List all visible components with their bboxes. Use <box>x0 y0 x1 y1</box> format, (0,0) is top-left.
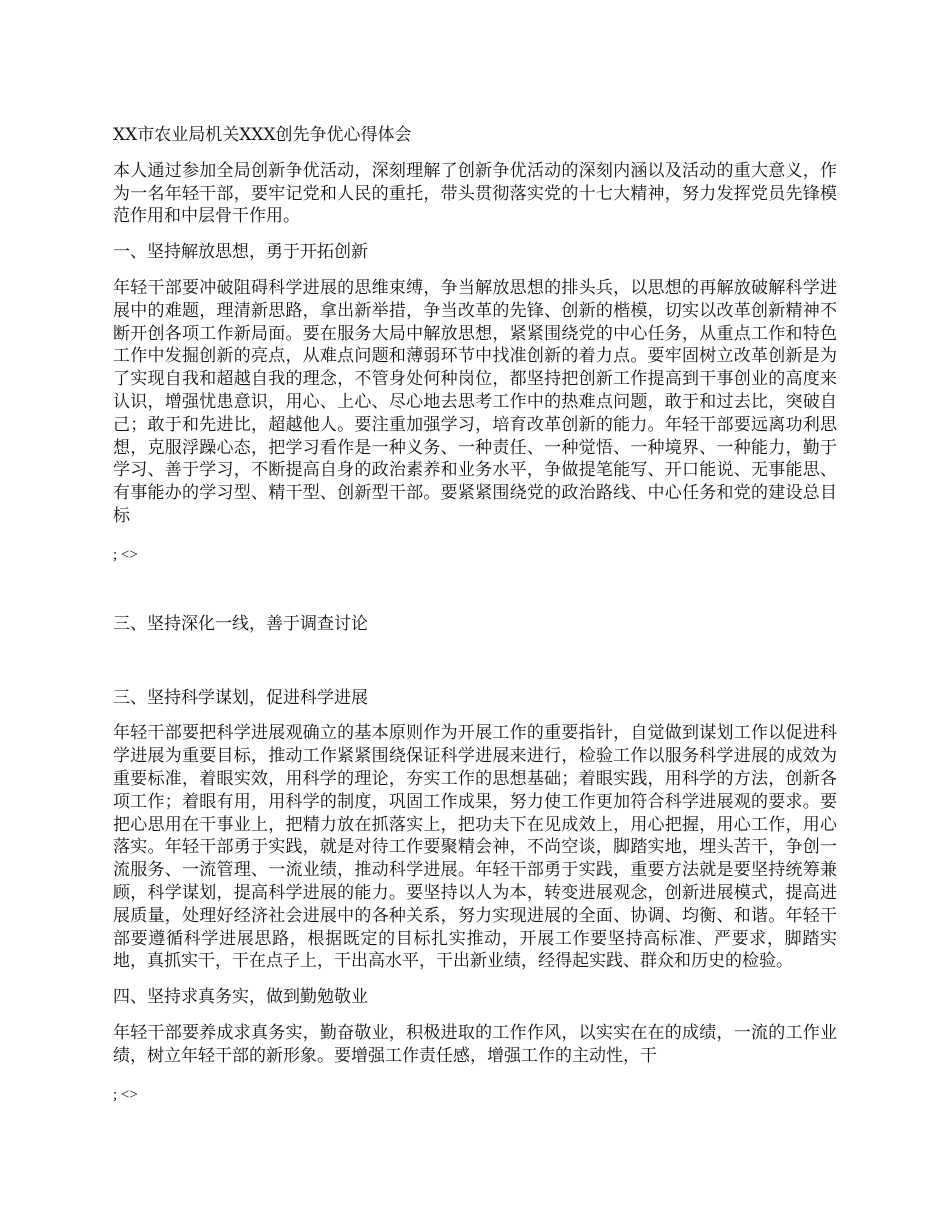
spacer <box>113 566 837 613</box>
document-title: XX市农业局机关XXX创先争优心得体会 <box>113 125 412 145</box>
document-page <box>113 124 837 1106</box>
broken-content-marker-2: ; <> <box>113 1086 138 1103</box>
section-heading-4: 四、坚持求真务实，做到勤勉敬业 <box>113 987 368 1008</box>
intro-paragraph: 本人通过参加全局创新争优活动，深刻理解了创新争优活动的深刻内涵以及活动的重大意义，作为一名年轻干部，要牢记党和人民的重托，带头贯彻落实党的十七大精神，努力发挥党员先锋模范作用和中层骨干作用。 <box>113 160 837 227</box>
broken-content-marker: ; <> <box>113 546 138 563</box>
section-heading-1: 一、坚持解放思想，勇于开拓创新 <box>113 242 368 263</box>
spacer <box>113 649 837 687</box>
section-heading-2: 三、坚持深化一线，善于调查讨论 <box>113 613 368 634</box>
section-body-1: 年轻干部要冲破阻碍科学进展的思维束缚，争当解放思想的排头兵，以思想的再解放破解科学进展中的难题，理清新思路，拿出新举措，争当改革的先锋、创新的楷模，切实以改革创新精神不断开创各项工作新局面。要在服务大局中解放思想，紧紧围绕党的中心任务，从重点工作和特色工作中发掘创新的亮点，从难点问题和薄弱环节中找准创新的着力点。要牢固树立改革创新是为了实现自我和超越自我的理念，不管身处何种岗位，都坚持把创新工作提高到干事创业的高度来认识，增强忧患意识，用心、上心、尽心地去思考工作中的热难点问题，敢于和过去比，突破自己；敢于和先进比，超越他人。要注重加强学习，培育改革创新的能力。年轻干部要远离功利思想，克服浮躁心态，把学习看作是一种义务、一种责任、一种觉悟、一种境界、一种能力，勤于学习、善于学习，不断提高自身的政治素养和业务水平，争做提笔能写、开口能说、无事能思、有事能办的学习型、精干型、创新型干部。要紧紧围绕党的政治路线、中心任务和党的建设总目标 <box>113 277 837 526</box>
section-body-4: 年轻干部要养成求真务实，勤奋敬业，积极进取的工作作风，以实实在在的成绩，一流的工作业绩，树立年轻干部的新形象。要增强工作责任感，增强工作的主动性，干 <box>113 1022 837 1066</box>
section-heading-3: 三、坚持科学谋划，促进科学进展 <box>113 687 368 708</box>
section-body-3: 年轻干部要把科学进展观确立的基本原则作为开展工作的重要指针，自觉做到谋划工作以促进科学进展为重要目标，推动工作紧紧围绕保证科学进展来进行，检验工作以服务科学进展的成效为重要标准，着眼实效，用科学的理论，夯实工作的思想基础；着眼实践，用科学的方法，创新各项工作；着眼有用，用科学的制度，巩固工作成果，努力使工作更加符合科学进展观的要求。要把心思用在干事业上，把精力放在抓落实上，把功夫下在见成效上，用心把握，用心工作，用心落实。年轻干部勇于实践，就是对待工作要聚精会神，不尚空谈，脚踏实地，埋头苦干，争创一流服务、一流管理、一流业绩，推动科学进展。年轻干部勇于实践，重要方法就是要坚持统筹兼顾，科学谋划，提高科学进展的能力。要坚持以人为本，转变进展观念，创新进展模式，提高进展质量，处理好经济社会进展中的各种关系，努力实现进展的全面、协调、均衡、和谐。年轻干部要遵循科学进展思路，根据既定的目标扎实推动，开展工作要坚持高标准、严要求，脚踏实地，真抓实干，干在点子上，干出高水平，干出新业绩，经得起实践、群众和历史的检验。 <box>113 723 837 972</box>
